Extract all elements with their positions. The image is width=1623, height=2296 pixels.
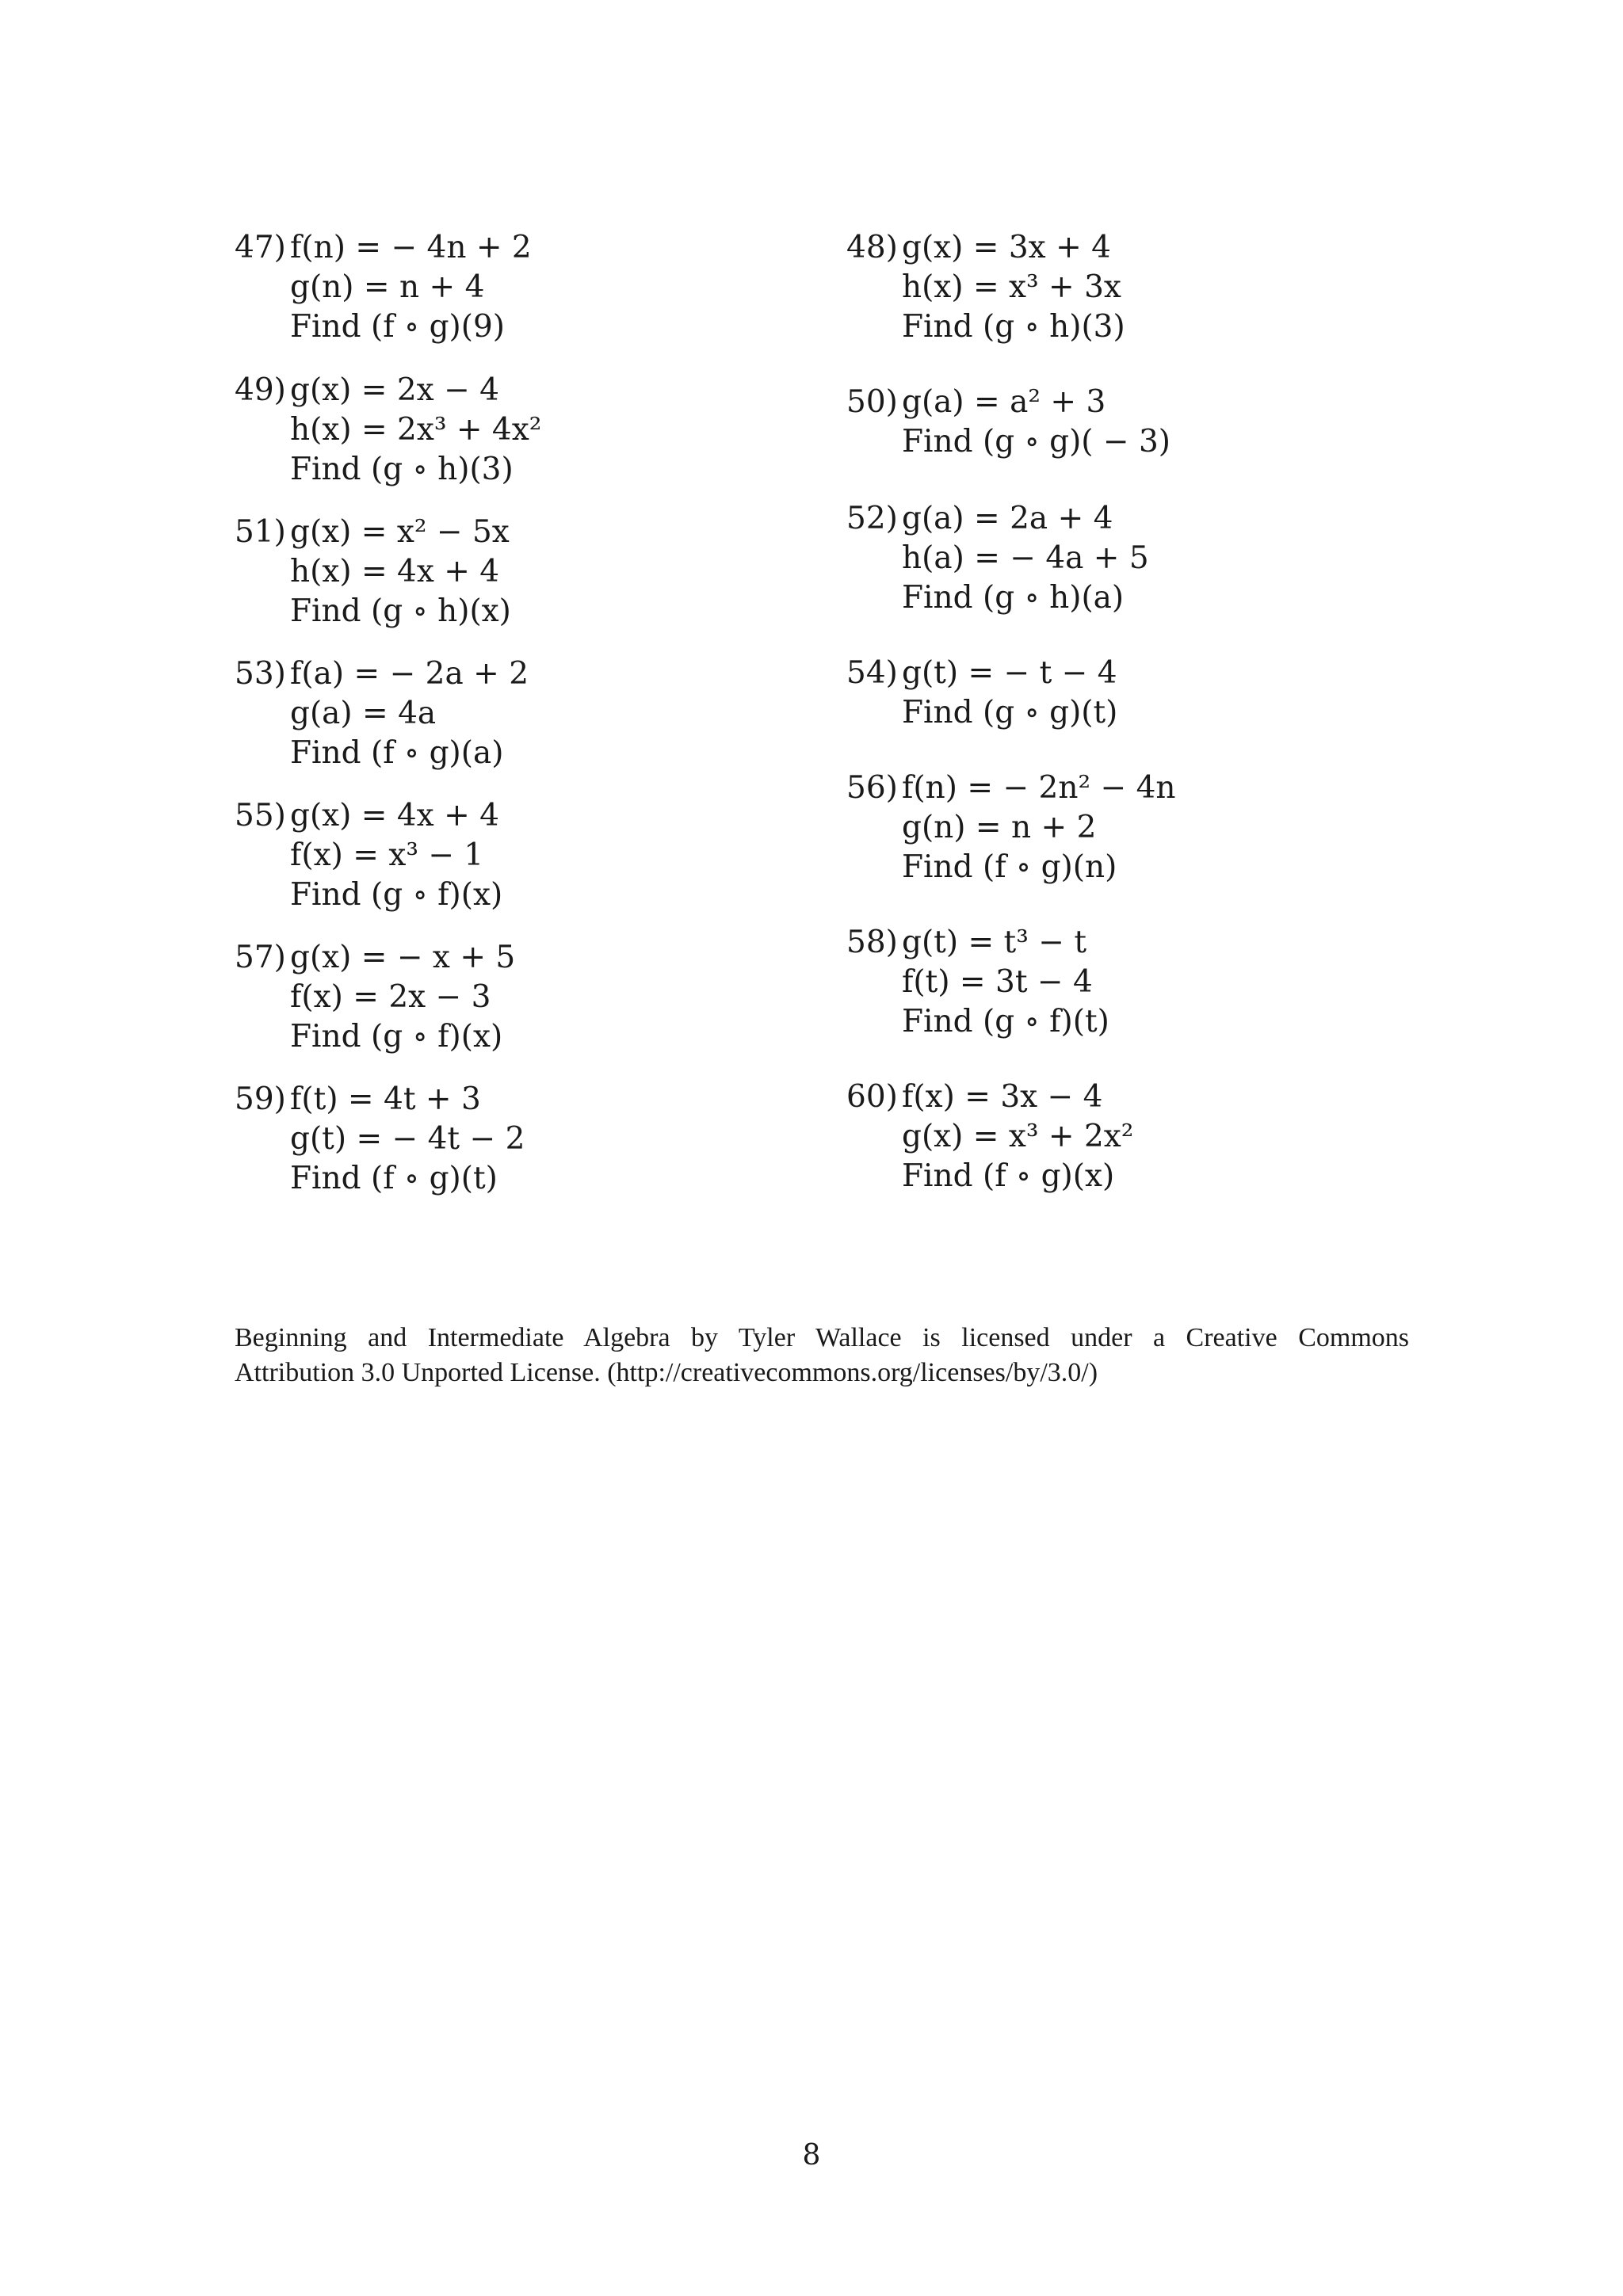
problem-number: 57) <box>235 940 286 975</box>
problem-number: 47) <box>235 230 286 265</box>
problem-number: 56) <box>846 770 898 806</box>
problem-60 <box>846 1077 1133 1196</box>
problem-51 <box>235 513 511 631</box>
problem-line: f(x) = 2x − 3 <box>290 979 491 1015</box>
problem-line: g(x) = 3x + 4 <box>902 230 1111 265</box>
problem-line: h(x) = 4x + 4 <box>290 554 500 589</box>
problem-line: Find (f ∘ g)(9) <box>290 309 506 345</box>
problem-number: 50) <box>846 384 898 420</box>
problem-number: 54) <box>846 655 898 691</box>
problem-line: g(x) = x² − 5x <box>290 514 510 550</box>
problem-line: Find (g ∘ h)(x) <box>290 593 511 629</box>
problem-49 <box>235 371 541 490</box>
problem-line: g(x) = 2x − 4 <box>290 372 499 408</box>
license-line-2: Attribution 3.0 Unported License. (http://creativecommons.org/licenses/by/3.0/) <box>235 1358 1098 1387</box>
problem-number: 52) <box>846 501 898 536</box>
problem-number: 55) <box>235 798 286 833</box>
problem-line: h(x) = x³ + 3x <box>902 269 1121 305</box>
license-line-1: Beginning and Intermediate Algebra by Tyler Wallace is licensed under a Creative Commons <box>235 1323 1409 1352</box>
problem-line: f(n) = − 2n² − 4n <box>902 770 1176 806</box>
problem-47 <box>235 228 532 347</box>
problem-line: g(n) = n + 2 <box>902 810 1097 845</box>
problem-line: g(t) = − 4t − 2 <box>290 1121 525 1157</box>
problem-line: g(t) = t³ − t <box>902 925 1086 960</box>
problem-line: g(a) = a² + 3 <box>902 384 1106 420</box>
problem-55 <box>235 796 502 915</box>
problem-line: h(x) = 2x³ + 4x² <box>290 412 542 448</box>
problem-line: Find (g ∘ g)(t) <box>902 695 1118 730</box>
problem-48 <box>846 228 1125 347</box>
problem-58 <box>846 923 1109 1042</box>
problem-line: f(n) = − 4n + 2 <box>290 230 532 265</box>
problem-number: 59) <box>235 1081 286 1117</box>
page-number: 8 <box>802 2139 821 2172</box>
problem-line: g(n) = n + 4 <box>290 269 485 305</box>
problem-line: g(a) = 4a <box>290 696 437 731</box>
problem-57 <box>235 938 515 1057</box>
problem-54 <box>846 654 1117 733</box>
problem-line: Find (f ∘ g)(t) <box>290 1161 498 1196</box>
problem-line: g(t) = − t − 4 <box>902 655 1117 691</box>
problem-number: 53) <box>235 656 286 692</box>
problem-line: f(t) = 4t + 3 <box>290 1081 481 1117</box>
problem-line: h(a) = − 4a + 5 <box>902 540 1149 576</box>
problem-line: g(x) = x³ + 2x² <box>902 1119 1134 1154</box>
problem-line: Find (f ∘ g)(x) <box>902 1158 1115 1194</box>
problem-line: Find (g ∘ h)(3) <box>902 309 1125 345</box>
problem-line: Find (g ∘ g)( − 3) <box>902 424 1171 460</box>
problem-line: Find (g ∘ h)(a) <box>902 580 1125 616</box>
problem-line: Find (f ∘ g)(n) <box>902 849 1117 885</box>
problem-number: 58) <box>846 925 898 960</box>
problem-number: 48) <box>846 230 898 265</box>
problem-line: Find (g ∘ f)(x) <box>290 877 503 913</box>
problem-line: Find (g ∘ f)(x) <box>290 1019 503 1055</box>
problem-number: 51) <box>235 514 286 550</box>
problem-53 <box>235 654 529 773</box>
problem-line: Find (f ∘ g)(a) <box>290 735 504 771</box>
problem-line: f(x) = x³ − 1 <box>290 837 484 873</box>
problem-52 <box>846 499 1149 618</box>
problem-line: g(x) = − x + 5 <box>290 940 516 975</box>
problem-line: Find (g ∘ h)(3) <box>290 452 514 487</box>
problem-56 <box>846 769 1176 887</box>
problem-line: g(x) = 4x + 4 <box>290 798 499 833</box>
license-footer <box>235 1321 1409 1390</box>
problem-line: f(t) = 3t − 4 <box>902 964 1093 1000</box>
problem-50 <box>846 383 1170 462</box>
problem-number: 60) <box>846 1079 898 1115</box>
problem-59 <box>235 1080 525 1199</box>
problem-line: Find (g ∘ f)(t) <box>902 1004 1109 1039</box>
problem-number: 49) <box>235 372 286 408</box>
problem-line: f(x) = 3x − 4 <box>902 1079 1103 1115</box>
problem-line: f(a) = − 2a + 2 <box>290 656 529 692</box>
problem-line: g(a) = 2a + 4 <box>902 501 1113 536</box>
